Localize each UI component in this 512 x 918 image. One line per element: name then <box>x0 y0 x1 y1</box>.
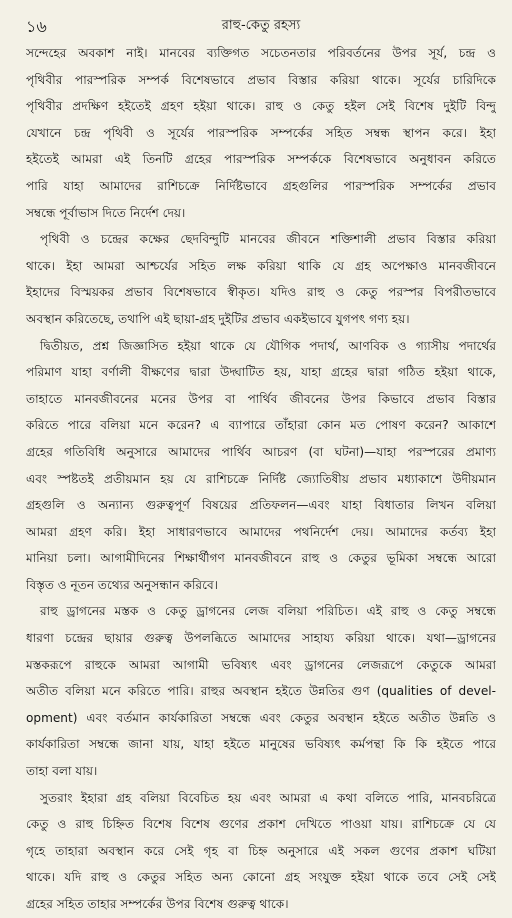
text-line: থাকে। যদি রাহু ও কেতুর সহিত অন্য কোনো গ্রহ সংযুক্ত হইয়া থাকে তবে সেই সেই <box>26 870 496 885</box>
text-line: পৃথিবীর প্রদক্ষিণ হইতেই গ্রহণ হইয়া থাকে। রাহু ও কেতু হইল সেই বিশেষ দুইটি বিন্দু <box>26 99 496 114</box>
text-line: মানিয়া চলা। আগামীদিনের শিক্ষার্থীগণ মানবজীবনে রাহু ও কেতুর ভূমিকা সম্বন্ধে আরো <box>26 551 496 566</box>
text-line: এবং স্পষ্টতই প্রতীয়মান হয় যে রাশিচক্রে নির্দিষ্ট জ্যোতিষীয় প্রভাব মধ্যাকাশে উদীয়মান <box>26 471 496 486</box>
text-line: করিতে পারে বলিয়া মনে করেন? এ ব্যাপারে তাঁহারা কোন মত পোষণ করেন? আকাশে <box>26 418 496 433</box>
body-text <box>26 40 496 918</box>
text-line: সুতরাং ইহারা গ্রহ বলিয়া বিবেচিত হয় এবং আমরা এ কথা বলিতে পারি, মানবচরিত্রে <box>40 790 496 805</box>
text-line: তাহা বলা যায়। <box>26 764 98 779</box>
text-line: তাহাতে মানবজীবনের মনের উপর বা পার্থিব জীবনের উপর কিভাবে প্রভাব বিস্তার <box>26 391 496 406</box>
text-line: হইতেই আমরা এই তিনটি গ্রহের পারস্পরিক সম্পর্ককে বিশেষভাবে অনুধাবন করিতে <box>26 152 496 167</box>
text-line: আমরা গ্রহণ করি। ইহা সাধারণভাবে আমাদের পথনির্দেশ দেয়। আমাদের কর্তব্য ইহা <box>26 524 496 539</box>
text-line: কেতু ও রাহু চিহ্নিত বিশেষ বিশেষ গুণের প্রকাশ দেখিতে পাওয়া যায়। রাশিচক্রে যে যে <box>26 817 496 832</box>
text-line: যেখানে চন্দ্র পৃথিবী ও সূর্যের পারস্পরিক সম্পর্কের সহিত সম্বন্ধ স্থাপন করে। ইহা <box>26 125 496 140</box>
text-line: ইহাদের বিস্ময়কর প্রভাব বিশেষভাবে স্বীকৃত। যদিও রাহু ও কেতু পরস্পর বিপরীতভাবে <box>26 285 496 300</box>
page-header <box>26 14 496 36</box>
text-line: পৃথিবী ও চন্দ্রের কক্ষের ছেদবিন্দুটি মানবের জীবনে শক্তিশালী প্রভাব বিস্তার করিয়া <box>40 232 496 247</box>
text-line: অতীত বলিয়া মনে করিতে পারি। রাহুর অবস্থান হইতে উন্নতির গুণ (qualities of devel- <box>26 684 496 699</box>
text-line: মস্তকরূপে রাহুকে আমরা আগামী ভবিষ্যৎ এবং ড্রাগনের লেজরূপে কেতুকে আমরা <box>26 657 496 672</box>
text-line: রাহু ড্রাগনের মস্তক ও কেতু ড্রাগনের লেজ বলিয়া পরিচিত। এই রাহু ও কেতু সম্বন্ধে <box>40 604 496 619</box>
text-line: ধারণা চন্দ্রের ছায়ার গুরুত্ব উপলব্ধিতে আমাদের সাহায্য করিয়া থাকে। যথা—ড্রাগনের <box>26 631 496 646</box>
text-line: গ্রহের গতিবিধি অনুসারে আমাদের পার্থিব আচরণ (বা ঘটনা)—যাহা পরস্পরের প্রমাণ্য <box>26 444 496 459</box>
text-line: বিস্তৃত ও নূতন তথ্যের অনুসন্ধান করিবে। <box>26 577 218 592</box>
page-number: ১৬ <box>26 17 47 36</box>
text-line: গ্রহের সহিত তাহার সম্পর্কের উপর বিশেষ গুরুত্ব থাকে। <box>26 897 289 911</box>
text-line: গ্রহগুলি ও অন্যান্য গুরুত্বপূর্ণ বিষয়ের প্রতিফলন—এবং যাহা বিধাতার লিখন বলিয়া <box>26 498 496 513</box>
running-title: রাহু-কেতু রহস্য <box>221 18 301 33</box>
text-line: থাকে। ইহা আমরা আশ্চর্যের সহিত লক্ষ করিয়া থাকি যে গ্রহ অপেক্ষাও মানবজীবনে <box>26 258 496 273</box>
text-line: অবস্থান করিতেছে, তথাপি এই ছায়া-গ্রহ দুইটির প্রভাব একইভাবে যুগপৎ গণ্য হয়। <box>26 311 410 326</box>
text-line: গৃহে তাহারা অবস্থান করে সেই গৃহ বা চিহ্ন অনুসারে এই সকল গুণের প্রকাশ ঘটিয়া <box>26 843 496 858</box>
text-line: সন্দেহের অবকাশ নাই। মানবের ব্যক্তিগত সচেতনতার পরিবর্তনের উপর সূর্য, চন্দ্র ও <box>26 46 496 60</box>
text-line: পরিমাণ যাহা বর্ণালী বীক্ষণের দ্বারা উদ্ঘাটিত হয়, যাহা গ্রহের দ্বারা গঠিত হইয়া থাকে, <box>26 365 496 380</box>
text-line: দ্বিতীয়ত, প্রশ্ন জিজ্ঞাসিত হইয়া থাকে যে যৌগিক পদার্থ, আণবিক ও গ্যাসীয় পদার্থের <box>40 338 496 353</box>
text-line: পৃথিবীর পারস্পরিক সম্পর্ক বিশেষভাবে প্রভাব বিস্তার করিয়া থাকে। সূর্যের চারিদিকে <box>26 72 496 87</box>
text-line: সম্বন্ধে পূর্বাভাস দিতে নির্দেশ দেয়। <box>26 205 186 220</box>
text-line: পারি যাহা আমাদের রাশিচক্রে নির্দিষ্টভাবে গ্রহগুলির পারস্পরিক সম্পর্কের প্রভাব <box>26 178 496 193</box>
text-line: opment) এবং বর্তমান কার্যকারিতা সম্বন্ধে এবং কেতুর অবস্থান হইতে অতীত উন্নতি ও <box>26 710 496 725</box>
text-line: কার্যকারিতা সম্বন্ধে জানা যায়, যাহা হইতে মানুষের ভবিষ্যৎ কর্মপন্থা কি কি হইতে পারে <box>26 737 496 752</box>
